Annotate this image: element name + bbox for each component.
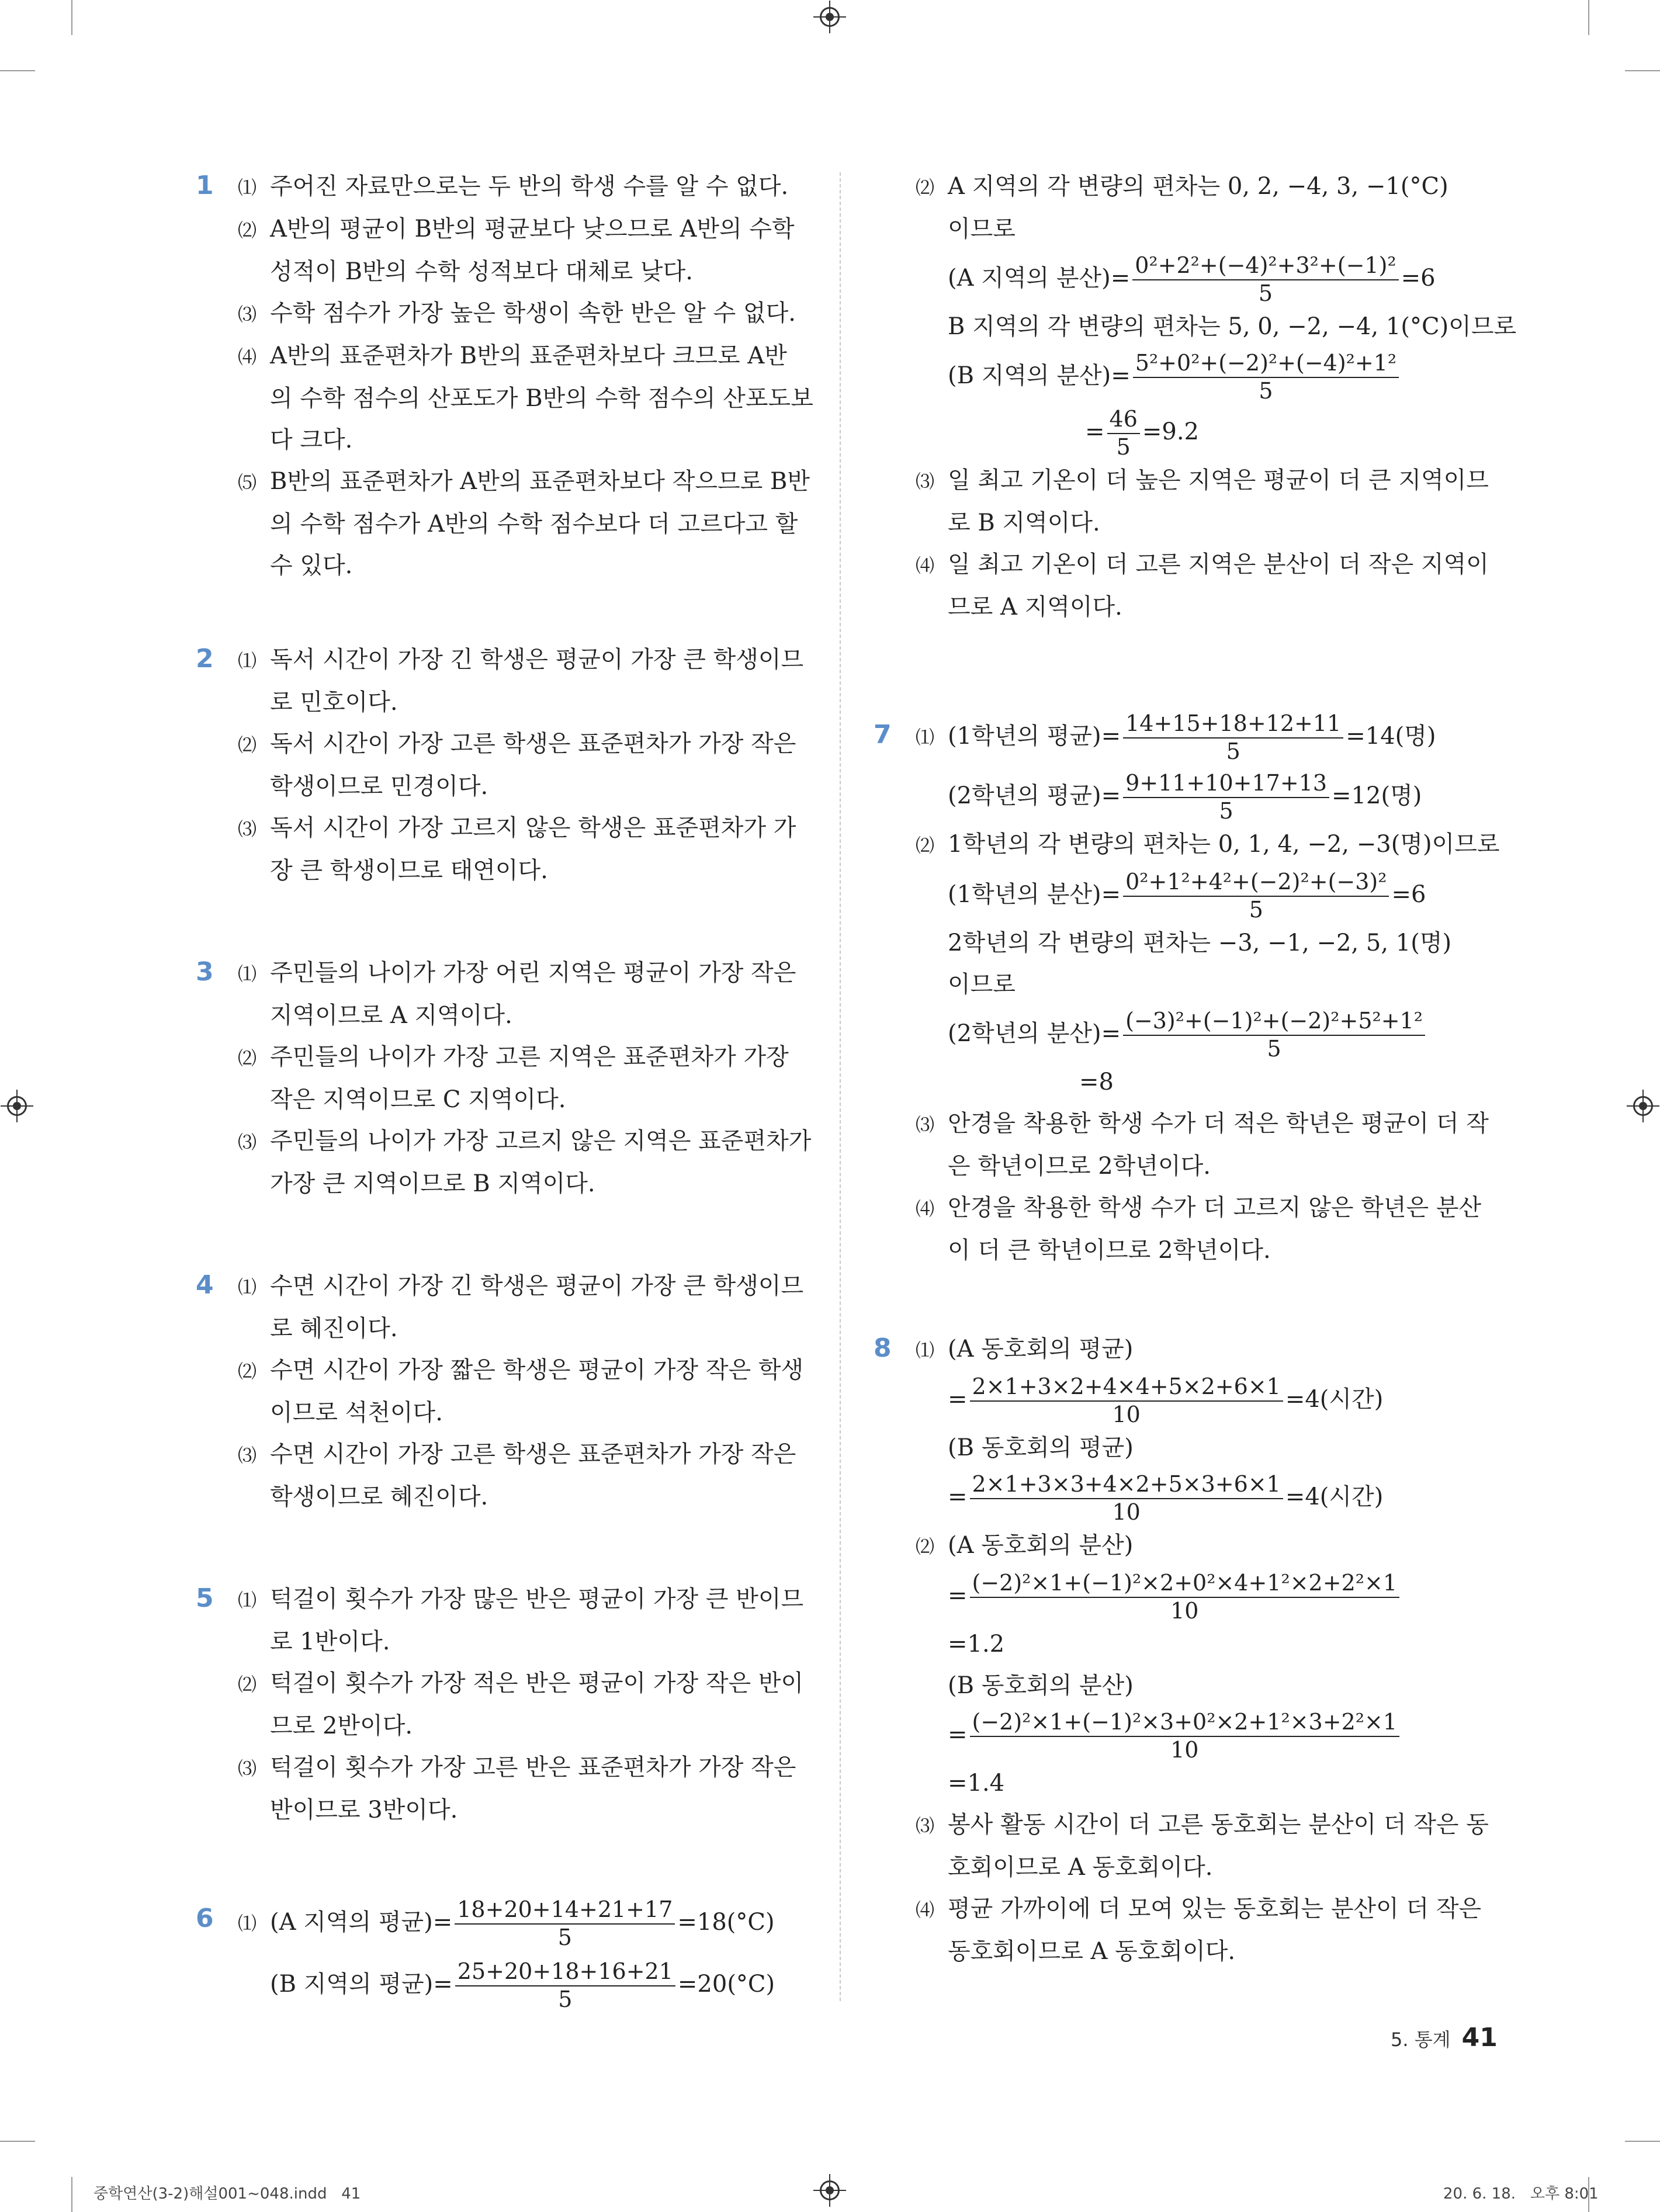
answer-text: (2학년의 분산)=	[948, 1020, 1121, 1047]
fraction-numerator: 18+20+14+21+17	[455, 1898, 675, 1925]
subitem-number: ⑷	[916, 1198, 935, 1220]
answer-line: 작은 지역이므로 C 지역이다.	[270, 1086, 566, 1113]
subitem-number: ⑵	[916, 176, 935, 199]
subitem-number: ⑶	[238, 818, 257, 840]
answer-text: (1학년의 평균)=	[948, 723, 1121, 750]
answer-line	[238, 1266, 803, 1308]
subitem-number: ⑵	[238, 1360, 257, 1382]
fraction	[455, 1960, 675, 2012]
answer-text: A반의 평균이 B반의 평균보다 낮으므로 A반의 수학	[270, 216, 795, 242]
answer-line: =1.2	[948, 1631, 1005, 1658]
crop-mark-top-left-h	[0, 70, 35, 71]
fraction-denominator: 5	[557, 1925, 572, 1950]
answer-text: 일 최고 기온이 더 고른 지역은 분산이 더 작은 지역이	[948, 551, 1489, 578]
fraction-numerator: 2×1+3×3+4×2+5×3+6×1	[970, 1472, 1283, 1499]
answer-line: (B 동호회의 평균)	[948, 1434, 1134, 1461]
fraction	[1107, 407, 1140, 460]
registration-mark-right	[1633, 1096, 1653, 1116]
answer-line	[238, 1121, 811, 1163]
answer-line: 로 민호이다.	[270, 689, 398, 716]
answer-text: 턱걸이 횟수가 가장 고른 반은 표준편차가 가장 작은	[270, 1754, 796, 1781]
right-column	[874, 166, 1517, 2030]
answer-text: =20(°C)	[677, 1971, 775, 1998]
answer-text: 턱걸이 횟수가 가장 적은 반은 평균이 가장 작은 반이	[270, 1670, 804, 1697]
answer-line	[238, 807, 803, 850]
subitem-number: ⑵	[916, 1535, 935, 1558]
subitem-number: ⑴	[238, 1589, 257, 1611]
answer-text: 주민들의 나이가 가장 고른 지역은 표준편차가 가장	[270, 1043, 789, 1070]
answer-line: 로 1반이다.	[270, 1628, 390, 1655]
fraction-denominator: 5	[558, 1986, 573, 2012]
answer-text: 독서 시간이 가장 고른 학생은 표준편차가 가장 작은	[270, 730, 796, 757]
subitem-number: ⑷	[238, 346, 257, 368]
fraction	[1132, 254, 1398, 306]
answer-line: 지역이므로 A 지역이다.	[270, 1002, 512, 1029]
answer-text: 평균 가까이에 더 모여 있는 동호회는 분산이 더 작은	[948, 1895, 1482, 1922]
crop-mark-bottom-left-h	[0, 2141, 35, 2142]
problem-number: 1	[196, 171, 214, 200]
problem-3	[196, 952, 815, 1266]
answer-line: 2학년의 각 변량의 편차는 −3, −1, −2, 5, 1(명)	[948, 930, 1452, 956]
fraction-denominator: 5	[1259, 378, 1273, 404]
subitem-number: ⑴	[238, 1276, 257, 1298]
answer-text: (B 지역의 분산)=	[948, 362, 1131, 389]
subitem-number: ⑴	[238, 1912, 257, 1934]
answer-line	[916, 824, 1499, 866]
answer-text: 봉사 활동 시간이 더 고른 동호회는 분산이 더 작은 동	[948, 1811, 1489, 1838]
answer-line	[238, 209, 813, 251]
answer-text: 주어진 자료만으로는 두 반의 학생 수를 알 수 없다.	[270, 173, 789, 200]
answer-text: 주민들의 나이가 가장 어린 지역은 평균이 가장 작은	[270, 959, 796, 986]
answer-text: 안경을 착용한 학생 수가 더 고르지 않은 학년은 분산	[948, 1194, 1482, 1221]
fraction-denominator: 10	[1112, 1499, 1141, 1525]
problem-4	[196, 1266, 815, 1579]
answer-line	[238, 1036, 811, 1079]
answer-text: 수학 점수가 가장 높은 학생이 속한 반은 알 수 없다.	[270, 300, 796, 327]
fraction-numerator: 14+15+18+12+11	[1123, 712, 1343, 739]
fraction-denominator: 5	[1258, 280, 1273, 306]
answer-text: (1학년의 분산)=	[948, 881, 1121, 908]
answer-line: 로 혜진이다.	[270, 1315, 398, 1342]
answer-line	[916, 544, 1516, 587]
problem-2	[196, 639, 815, 952]
answer-text: =6	[1391, 881, 1426, 908]
answer-line	[916, 768, 1499, 824]
fraction	[1123, 870, 1389, 923]
problem-number: 2	[196, 644, 214, 674]
answer-line	[916, 1888, 1489, 1931]
answer-line: 반이므로 3반이다.	[270, 1797, 458, 1823]
answer-text: (A 지역의 분산)=	[948, 265, 1131, 292]
answer-text: 수면 시간이 가장 고른 학생은 표준편차가 가장 작은	[270, 1441, 796, 1468]
answer-line	[238, 723, 803, 766]
answer-line	[238, 639, 803, 682]
crop-mark-bottom-left-v	[71, 2177, 72, 2212]
fraction	[455, 1898, 675, 1950]
fraction	[1123, 1009, 1425, 1062]
subitem-number: ⑶	[916, 470, 935, 493]
problem-7	[874, 706, 1500, 1329]
answer-line: 학생이므로 혜진이다.	[270, 1483, 488, 1510]
answer-line: (B 동호회의 분산)	[948, 1672, 1134, 1699]
page-number: 41	[1461, 2023, 1498, 2052]
fraction-denominator: 10	[1170, 1598, 1199, 1624]
fraction-denominator: 5	[1219, 798, 1233, 824]
answer-line: 다 크다.	[270, 427, 353, 453]
answer-line	[916, 250, 1516, 306]
fraction-numerator: 25+20+18+16+21	[455, 1960, 675, 1986]
answer-line: 이므로	[948, 216, 1016, 242]
answer-line	[238, 1663, 803, 1705]
answer-text: A 지역의 각 변량의 편차는 0, 2, −4, 3, −1(°C)	[948, 173, 1448, 200]
fraction-denominator: 5	[1226, 739, 1240, 764]
crop-mark-top-right-v	[1588, 0, 1589, 35]
subitem-number: ⑶	[238, 1444, 257, 1466]
answer-line	[238, 952, 811, 995]
problem-number: 4	[196, 1270, 214, 1300]
fraction-numerator: 0²+2²+(−4)²+3²+(−1)²	[1132, 254, 1398, 280]
answer-line	[916, 706, 1499, 768]
answer-text: =	[1085, 418, 1105, 445]
fraction-numerator: (−3)²+(−1)²+(−2)²+5²+1²	[1123, 1009, 1425, 1036]
crop-mark-top-right-h	[1625, 70, 1660, 71]
answer-text: 일 최고 기온이 더 높은 지역은 평균이 더 큰 지역이므	[948, 467, 1489, 494]
problem-8	[874, 1329, 1493, 2030]
crop-mark-top-left-v	[71, 0, 72, 35]
answer-line: 성적이 B반의 수학 성적보다 대체로 낮다.	[270, 258, 693, 285]
fraction	[970, 1710, 1399, 1763]
answer-line: =8	[1079, 1069, 1114, 1095]
answer-text: 독서 시간이 가장 고르지 않은 학생은 표준편차가 가	[270, 814, 796, 841]
answer-line	[916, 1568, 1489, 1624]
answer-text: 수면 시간이 가장 긴 학생은 평균이 가장 큰 학생이므	[270, 1273, 804, 1299]
answer-line	[916, 1329, 1489, 1371]
problem-6-continued	[874, 166, 1517, 706]
answer-line: 므로 A 지역이다.	[948, 594, 1122, 620]
subitem-number: ⑴	[916, 726, 935, 748]
left-column	[196, 166, 815, 2020]
answer-line	[916, 404, 1516, 460]
answer-line	[238, 293, 813, 335]
problem-number: 5	[196, 1583, 214, 1613]
subitem-number: ⑵	[238, 219, 257, 241]
fraction-denominator: 10	[1170, 1737, 1199, 1763]
fraction-numerator: (−2)²×1+(−1)²×3+0²×2+1²×3+2²×1	[970, 1710, 1399, 1737]
subitem-number: ⑵	[238, 734, 257, 756]
chapter-label: 5. 통계	[1391, 2029, 1451, 2051]
answer-text: A반의 표준편차가 B반의 표준편차보다 크므로 A반	[270, 342, 787, 369]
fraction-denominator: 5	[1249, 897, 1263, 923]
fraction	[970, 1472, 1283, 1525]
answer-line	[238, 1579, 803, 1621]
answer-line: 동호회이므로 A 동호회이다.	[948, 1938, 1236, 1965]
answer-line	[238, 335, 813, 378]
answer-line: 의 수학 점수의 산포도가 B반의 수학 점수의 산포도보	[270, 385, 813, 412]
fraction-numerator: 2×1+3×2+4×4+5×2+6×1	[970, 1375, 1283, 1402]
answer-text: 독서 시간이 가장 긴 학생은 평균이 가장 큰 학생이므	[270, 646, 804, 673]
answer-line: 므로 2반이다.	[270, 1712, 413, 1739]
answer-text: (A 동호회의 분산)	[948, 1532, 1134, 1559]
problem-number: 8	[874, 1333, 892, 1363]
answer-text: =6	[1401, 265, 1436, 292]
subitem-number: ⑸	[238, 471, 257, 494]
fraction-numerator: (−2)²×1+(−1)²×2+0²×4+1²×2+2²×1	[970, 1571, 1399, 1598]
fraction	[1133, 351, 1399, 404]
answer-line: =1.4	[948, 1770, 1005, 1797]
answer-text: (A 동호회의 평균)	[948, 1336, 1134, 1362]
answer-text: =12(명)	[1332, 782, 1422, 809]
subitem-number: ⑴	[916, 1339, 935, 1361]
answer-text: (A 지역의 평균)=	[270, 1909, 453, 1936]
answer-text: (2학년의 평균)=	[948, 782, 1121, 809]
answer-text: 안경을 착용한 학생 수가 더 적은 학년은 평균이 더 작	[948, 1110, 1489, 1137]
registration-mark-top	[820, 7, 840, 27]
answer-line	[238, 166, 813, 209]
answer-line: 수 있다.	[270, 552, 353, 579]
subitem-number: ⑵	[238, 1047, 257, 1069]
crop-mark-bottom-right-h	[1625, 2141, 1660, 2142]
answer-line	[916, 1469, 1489, 1525]
answer-line	[916, 1804, 1489, 1847]
subitem-number: ⑴	[238, 963, 257, 985]
answer-text: =	[948, 1386, 968, 1413]
problem-number: 7	[874, 720, 892, 750]
problem-number: 6	[196, 1904, 214, 1933]
problem-6	[196, 1892, 815, 2020]
answer-line	[238, 1892, 775, 1954]
fraction-numerator: 0²+1²+4²+(−2)²+(−3)²	[1123, 870, 1389, 897]
subitem-number: ⑶	[916, 1815, 935, 1837]
answer-line: 호회이므로 A 동호회이다.	[948, 1854, 1213, 1881]
answer-text: B반의 표준편차가 A반의 표준편차보다 작으므로 B반	[270, 468, 810, 495]
answer-line	[916, 166, 1516, 209]
answer-line	[916, 460, 1516, 502]
problem-1	[196, 166, 815, 639]
answer-line: 로 B 지역이다.	[948, 509, 1100, 536]
problem-5	[196, 1579, 815, 1892]
answer-line: 장 큰 학생이므로 태연이다.	[270, 857, 548, 884]
fraction	[970, 1375, 1283, 1427]
answer-line	[916, 1187, 1499, 1230]
answer-line	[916, 866, 1499, 923]
answer-text: (B 지역의 평균)=	[270, 1971, 453, 1998]
answer-text: =	[948, 1721, 968, 1748]
column-divider	[840, 172, 841, 2001]
fraction-denominator: 5	[1116, 434, 1131, 460]
answer-line: 이므로 석천이다.	[270, 1399, 443, 1426]
answer-line: 학생이므로 민경이다.	[270, 773, 488, 800]
fraction-numerator: 9+11+10+17+13	[1123, 771, 1329, 798]
answer-text: =	[948, 1582, 968, 1609]
subitem-number: ⑷	[916, 554, 935, 577]
registration-mark-bottom	[820, 2180, 840, 2200]
problem-number: 3	[196, 957, 214, 987]
answer-line	[916, 1707, 1489, 1763]
subitem-number: ⑶	[238, 303, 257, 325]
subitem-number: ⑴	[238, 176, 257, 199]
fraction-denominator: 10	[1112, 1402, 1141, 1427]
answer-text: =	[948, 1483, 968, 1510]
answer-line: 이므로	[948, 971, 1016, 998]
fraction	[1123, 712, 1343, 764]
answer-line: B 지역의 각 변량의 편차는 5, 0, −2, −4, 1(°C)이므로	[948, 313, 1517, 340]
answer-text: =4(시간)	[1285, 1386, 1384, 1413]
answer-line: 가장 큰 지역이므로 B 지역이다.	[270, 1170, 595, 1197]
answer-text: 수면 시간이 가장 짧은 학생은 평균이 가장 작은 학생	[270, 1357, 804, 1384]
answer-text: =14(명)	[1346, 723, 1436, 750]
subitem-number: ⑶	[238, 1757, 257, 1780]
fraction-numerator: 5²+0²+(−2)²+(−4)²+1²	[1133, 351, 1399, 378]
answer-line	[916, 1525, 1489, 1568]
answer-text: 1학년의 각 변량의 편차는 0, 1, 4, −2, −3(명)이므로	[948, 831, 1500, 858]
answer-line	[916, 1006, 1499, 1062]
answer-line: 이 더 큰 학년이므로 2학년이다.	[948, 1237, 1271, 1264]
answer-line	[238, 1954, 775, 2015]
answer-line	[238, 1434, 803, 1476]
file-info: 중학연산(3-2)해설001~048.indd 41	[93, 2185, 361, 2203]
subitem-number: ⑵	[916, 834, 935, 857]
answer-line: 은 학년이므로 2학년이다.	[948, 1153, 1211, 1180]
subitem-number: ⑷	[916, 1899, 935, 1921]
answer-text: =4(시간)	[1285, 1483, 1384, 1510]
answer-line: 의 수학 점수가 A반의 수학 점수보다 더 고르다고 할	[270, 511, 798, 538]
answer-text: =18(°C)	[677, 1909, 775, 1936]
registration-mark-left	[7, 1096, 27, 1116]
answer-line	[238, 461, 813, 504]
subitem-number: ⑶	[916, 1114, 935, 1136]
fraction-denominator: 5	[1267, 1036, 1281, 1062]
fraction	[1123, 771, 1329, 824]
answer-line	[916, 1371, 1489, 1427]
subitem-number: ⑴	[238, 650, 257, 672]
answer-line	[916, 348, 1516, 404]
answer-text: =9.2	[1142, 418, 1200, 445]
answer-text: 턱걸이 횟수가 가장 많은 반은 평균이 가장 큰 반이므	[270, 1586, 804, 1613]
answer-line	[916, 1103, 1499, 1146]
fraction	[970, 1571, 1399, 1624]
answer-line	[238, 1747, 803, 1790]
subitem-number: ⑵	[238, 1673, 257, 1696]
fraction-numerator: 46	[1107, 407, 1140, 434]
subitem-number: ⑶	[238, 1131, 257, 1153]
print-date: 20. 6. 18. 오후 8:01	[1443, 2185, 1599, 2203]
answer-line	[238, 1350, 803, 1392]
page-footer	[1391, 2023, 1498, 2052]
answer-text: 주민들의 나이가 가장 고르지 않은 지역은 표준편차가	[270, 1128, 812, 1154]
